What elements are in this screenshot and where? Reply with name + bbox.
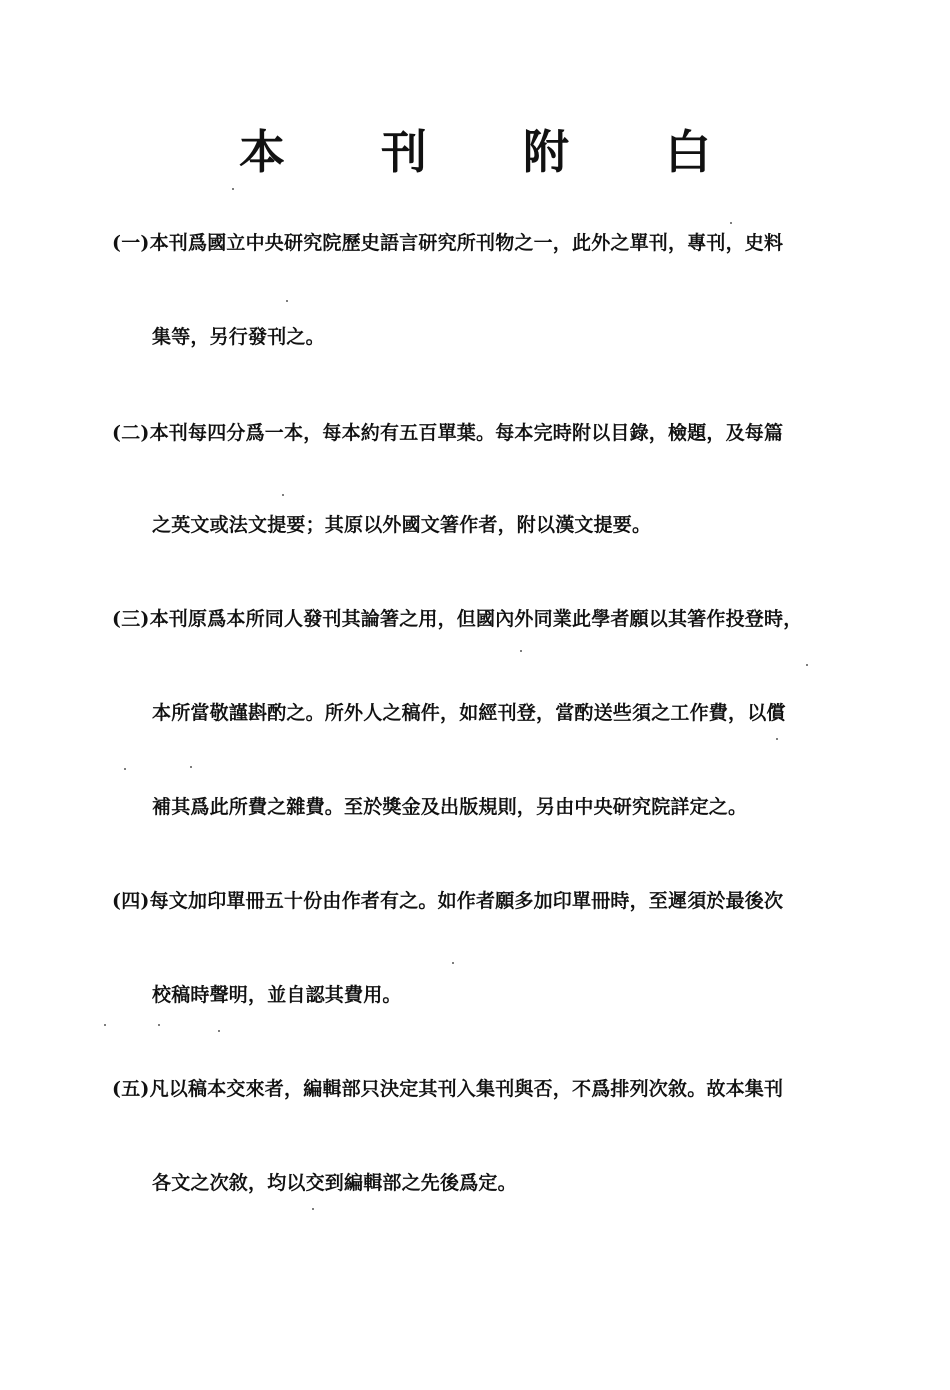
scan-speck <box>452 962 454 964</box>
item-3-line-1 <box>112 606 842 632</box>
item-4-marker: (四) <box>112 890 150 912</box>
item-4-line-1 <box>112 888 842 914</box>
item-3-marker: (三) <box>112 608 150 630</box>
item-4-text-1: 每文加印單冊五十份由作者有之。如作者願多加印單冊時，至遲須於最後次 <box>149 890 784 912</box>
item-5-line-2: 各文之次敘，均以交到編輯部之先後爲定。 <box>152 1172 517 1194</box>
scan-speck <box>312 1208 314 1210</box>
scan-speck <box>104 1024 106 1026</box>
scan-speck <box>776 738 778 740</box>
item-1-text-1: 本刊爲國立中央研究院歷史語言研究所刊物之一，此外之單刊，專刊，史料 <box>149 232 784 254</box>
item-5-line-1 <box>112 1076 842 1102</box>
scan-speck <box>520 650 522 652</box>
item-2-text-1: 本刊每四分爲一本，每本約有五百單葉。每本完時附以目錄，檢題，及每篇 <box>149 422 784 444</box>
page-title: 本 刊 附 白 <box>238 125 752 179</box>
item-4-line-2: 校稿時聲明，並自認其費用。 <box>152 984 402 1006</box>
scan-speck <box>282 494 284 496</box>
item-1-marker: (一) <box>112 232 150 254</box>
item-2-line-2: 之英文或法文提要；其原以外國文箸作者，附以漢文提要。 <box>152 514 652 536</box>
item-3-line-3: 補其爲此所費之雜費。至於獎金及出版規則，另由中央研究院詳定之。 <box>152 796 748 818</box>
item-2-line-1 <box>112 420 842 446</box>
scan-speck <box>124 768 126 770</box>
item-5-marker: (五) <box>112 1078 150 1100</box>
scan-speck <box>806 664 808 666</box>
scan-speck <box>190 766 192 768</box>
item-3-line-2: 本所當敬謹斟酌之。所外人之稿件，如經刊登，當酌送些須之工作費，以償 <box>152 702 786 724</box>
item-3-text-1: 本刊原爲本所同人發刊其論箸之用，但國內外同業此學者願以其箸作投登時， <box>149 608 803 630</box>
scan-speck <box>730 222 732 224</box>
item-1-line-1 <box>112 230 842 256</box>
scan-speck <box>286 300 288 302</box>
scan-speck <box>218 1030 220 1032</box>
scan-speck <box>158 1024 160 1026</box>
item-2-marker: (二) <box>112 422 150 444</box>
item-5-text-1: 凡以稿本交來者，編輯部只決定其刊入集刊與否，不爲排列次敘。故本集刊 <box>149 1078 784 1100</box>
scan-speck <box>232 188 234 190</box>
item-1-line-2: 集等，另行發刊之。 <box>152 326 325 348</box>
